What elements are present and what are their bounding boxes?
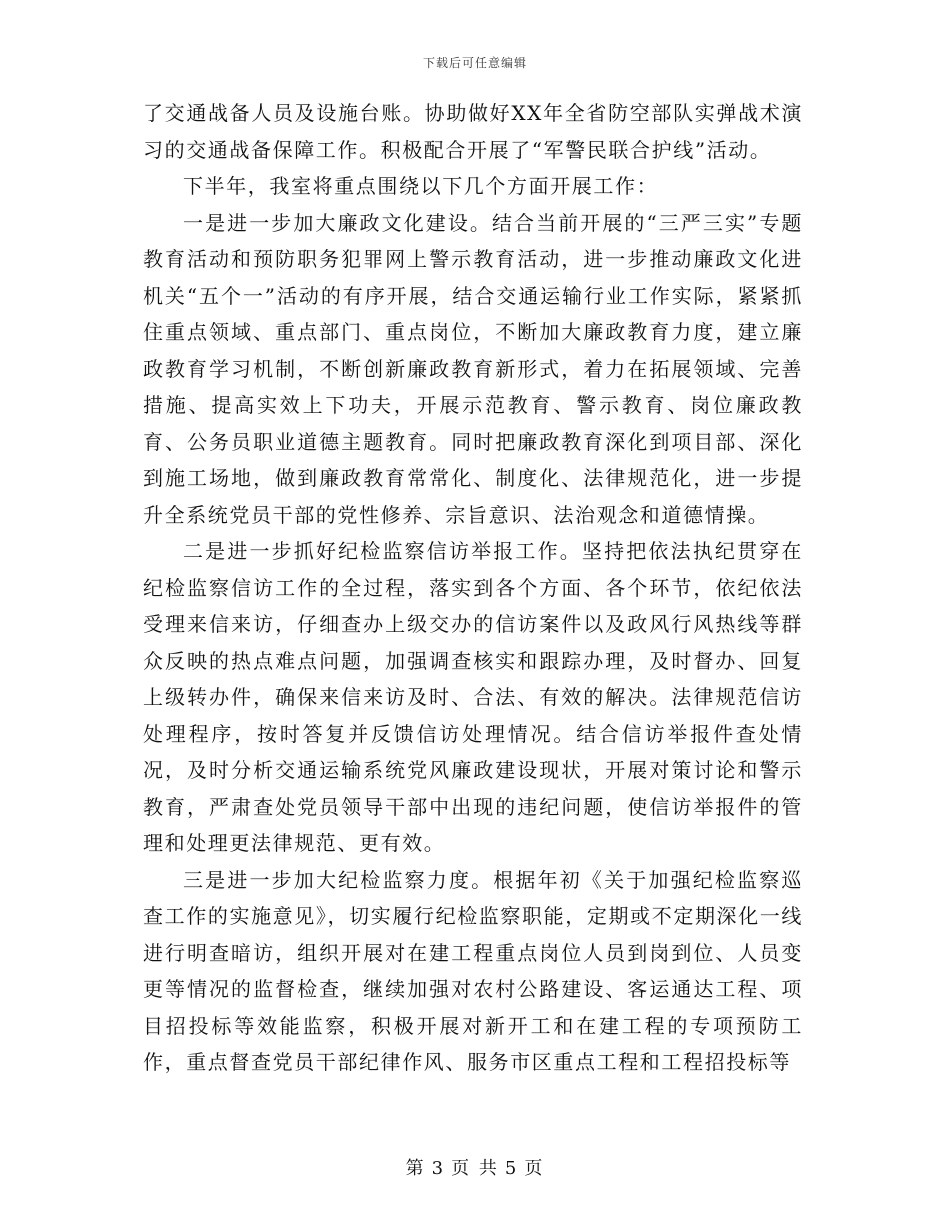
paragraph-item-3: 三是进一步加大纪检监察力度。根据年初《关于加强纪检监察巡查工作的实施意见》，切实履行纪检监察职能，定期或不定期深化一线进行明查暗访，组织开展对在建工程重点岗位人员到岗到位、人员变更等情况的监督检查，继续加强对农村公路建设、客运通达工程、项目招投标等效能监察，积极开展对新开工和在建工程的专项预防工作，重点督查党员干部纪律作风、服务市区重点工程和工程招投标等 [143, 867, 803, 1074]
paragraph-item-1: 一是进一步加大廉政文化建设。结合当前开展的“三严三实”专题教育活动和预防职务犯罪网上警示教育活动，进一步推动廉政文化进机关“五个一”活动的有序开展，结合交通运输行业工作实际，紧紧抓住重点领域、重点部门、重点岗位，不断加大廉政教育力度，建立廉政教育学习机制，不断创新廉政教育新形式，着力在拓展领域、完善措施、提高实效上下功夫，开展示范教育、警示教育、岗位廉政教育、公务员职业道德主题教育。同时把廉政教育深化到项目部、深化到施工场地，做到廉政教育常常化、制度化、法律规范化，进一步提升全系统党员干部的党性修养、宗旨意识、法治观念和道德情操。 [143, 210, 803, 527]
page-footer [0, 1154, 950, 1180]
footer-middle: 页 共 [451, 1158, 499, 1179]
document-body [143, 95, 803, 1081]
page-header: 下载后可任意编辑 [422, 56, 527, 70]
footer-suffix: 页 [524, 1158, 545, 1179]
footer-total-pages: 5 [504, 1158, 519, 1179]
paragraph-continuation: 了交通战备人员及设施台账。协助做好XX年全省防空部队实弹战术演习的交通战备保障工作。积极配合开展了“军警民联合护线”活动。 [143, 101, 803, 162]
paragraph-item-2: 二是进一步抓好纪检监察信访举报工作。坚持把依法执纪贯穿在纪检监察信访工作的全过程，落实到各个方面、各个环节，依纪依法受理来信来访，仔细查办上级交办的信访案件以及政风行风热线等群众反映的热点难点问题，加强调查核实和跟踪办理，及时督办、回复上级转办件，确保来信来访及时、合法、有效的解决。法律规范信访处理程序，按时答复并反馈信访处理情况。结合信访举报件查处情况，及时分析交通运输系统党风廉政建设现状，开展对策讨论和警示教育，严肃查处党员领导干部中出现的违纪问题，使信访举报件的管理和处理更法律规范、更有效。 [143, 539, 803, 855]
footer-prefix: 第 [405, 1158, 426, 1179]
footer-current-page: 3 [431, 1158, 446, 1179]
paragraph-intro: 下半年，我室将重点围绕以下几个方面开展工作： [183, 174, 659, 198]
